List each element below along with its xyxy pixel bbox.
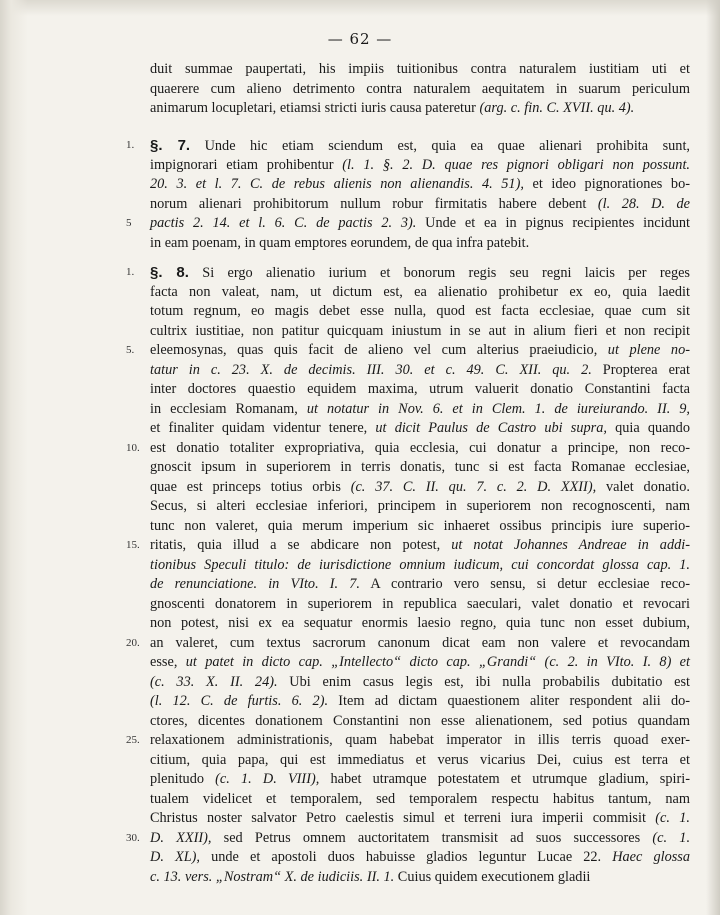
body-text: est donatio totaliter expropriativa, quia ecclesia, cui donatur a principe, non reco-	[150, 439, 690, 456]
page-shadow-top	[0, 0, 720, 16]
text-line	[150, 673, 690, 693]
body-text: tualem videlicet et temporalem, sed temporalem respectu habitus tantum, nam	[150, 790, 690, 807]
body-text: facta non valeat, nam, ut dictum est, ea alienatio prohibetur ex eo, quia laedit	[150, 283, 690, 300]
citation-text: ut dicit Paulus de Castro ubi supra,	[375, 420, 607, 436]
body-text: Propterea erat	[591, 361, 690, 378]
body-text: plenitudo	[150, 771, 216, 787]
citation-text: ut patet in dicto cap. „Intellecto“ dicto cap. „Grandi“ (c. 2. in VIto. I. 8) et	[185, 654, 691, 670]
line-number: 30.	[126, 831, 140, 844]
body-text: norum alienari prohibitorum nullum robur firmitatis habere debent	[150, 195, 598, 212]
body-text: Item ad dictam quaestionem aliter respondent alii do-	[328, 693, 690, 709]
text-line	[126, 731, 690, 751]
text-line	[150, 751, 690, 771]
line-number: 25.	[126, 734, 140, 746]
body-text: Cuius quidem executionem gladii	[394, 868, 591, 885]
text-line	[150, 848, 690, 868]
line-number: 1.	[126, 139, 135, 151]
body-text: Ubi enim casus legis est, ibi nulla probabilis dubitatio est	[277, 673, 690, 690]
body-text: gnoscenti donatorem in superiorem in republica saeculari, valet donatio et revocari	[150, 595, 690, 612]
citation-text: (c. 1. D. VIII),	[215, 771, 320, 787]
text-line	[126, 263, 690, 283]
page-number: — 62 —	[327, 30, 393, 48]
paragraph-continuation	[150, 60, 690, 119]
body-text: non potest, nisi ex ea sequatur enormis laesio regno, quia tunc non esset dubium,	[150, 615, 690, 631]
text-line	[150, 283, 690, 303]
text-line	[126, 829, 691, 849]
citation-text: (l. 12. C. de furtis. 6. 2).	[150, 693, 329, 709]
citation-text: pactis 2. 14. et l. 6. C. de pactis 2. 3).	[150, 215, 417, 231]
citation-text: c. 13. vers. „Nostram“ X. de iudiciis. II. 1.	[150, 868, 395, 885]
text-line	[150, 302, 690, 322]
text-line	[150, 478, 690, 498]
text-line	[150, 400, 690, 420]
citation-text: D. XXII),	[150, 829, 212, 846]
body-text: Secus, si alteri ecclesiae inferiori, principem in superiorem non recognoscenti, nam	[150, 498, 690, 514]
body-text: Unde hic etiam sciendum est, quia ea quae alienari prohibita sunt,	[190, 138, 690, 154]
text-line	[150, 497, 690, 517]
text-line	[150, 234, 690, 254]
body-text: Unde et ea in pignus recipientes incidunt	[416, 215, 690, 231]
text-line	[150, 614, 690, 634]
text-line	[150, 653, 690, 673]
citation-text: ut notat Johannes Andreae in addi-	[451, 537, 690, 553]
body-text: A contrario vero sensu, si detur ecclesiae reco-	[359, 576, 691, 592]
text-line	[150, 692, 690, 712]
text-line	[150, 322, 690, 342]
body-text: et finaliter quidam videntur tenere,	[150, 420, 376, 436]
text-line	[150, 595, 690, 615]
citation-text: (c. 1.	[655, 810, 691, 826]
body-text: cultrix iustitiae, non patitur quicquam iniustum in se aut in alium fieri et non recipit	[150, 322, 690, 339]
body-text: citium, quia papa, qui est immediatus et verus vicarius Dei, cuius est terra et	[150, 751, 690, 768]
text-line	[150, 99, 690, 119]
line-number: 15.	[126, 539, 140, 551]
page-gutter-shadow	[0, 0, 28, 915]
text-line	[150, 80, 690, 100]
text-line	[126, 634, 690, 654]
body-text: habet utramque potestatem et utrumque gladium, spiri-	[319, 771, 690, 787]
citation-text: (c. 37. C. II. qu. 7. c. 2. D. XXII),	[350, 478, 597, 495]
citation-text: D. XL),	[150, 849, 201, 865]
text-line	[150, 790, 690, 810]
body-text: quaerere cum alieno detrimento contra naturalem aequitatem in suarum periculum	[150, 80, 690, 97]
line-number: 5	[126, 217, 132, 229]
text-line	[150, 419, 690, 439]
citation-text: 20. 3. et l. 7. C. de rebus alienis non alienandis. 4. 51),	[150, 176, 524, 192]
line-number: 20.	[126, 636, 140, 649]
citation-text: (l. 28. D. de	[597, 195, 690, 212]
text-line	[150, 868, 690, 888]
citation-text: Haec glossa	[612, 849, 690, 865]
body-text: gnoscit ipsum in superiorem in terris donatis, tunc si est facta Romanae ecclesiae,	[150, 459, 690, 475]
citation-text: (l. 1. §. 2. D. quae res pignori obligari non possunt.	[342, 156, 690, 173]
citation-text: (c. 1.	[652, 829, 691, 846]
body-text: ritatis, quia illud a se abdicare non potest,	[150, 537, 452, 553]
citation-text: tionibus Speculi titulo: de iurisdictione omnium iudicum, cui concordat glossa cap. 1.	[150, 556, 690, 573]
text-line	[126, 341, 690, 361]
body-text: esse,	[150, 654, 186, 670]
citation-text: tatur in c. 23. X. de decimis. III. 30. et c. 49. C. XII. qu. 2.	[150, 361, 592, 378]
text-line	[150, 809, 690, 829]
line-number: 10.	[126, 441, 140, 454]
body-text: quia quando	[606, 420, 690, 436]
text-line	[126, 214, 690, 234]
body-text: inter doctores quaestio equidem maxima, utrum valuerit donatio Constantini facta	[150, 381, 690, 397]
text-line	[126, 136, 690, 156]
section-mark: §. 8.	[150, 264, 189, 281]
body-text: totum regnum, eo magis debet esse nulla, quod est facta ecclesiae, quae cum sit	[150, 303, 690, 319]
paragraph-section-8	[126, 263, 691, 887]
text-line	[150, 458, 690, 478]
text-line	[126, 536, 690, 556]
citation-text: ut plene no-	[607, 342, 690, 358]
body-text: quae est princeps totius orbis	[150, 478, 351, 495]
text-line	[150, 575, 690, 595]
body-text: relaxationem administrationis, quam habebat imperator in illis terris quoad exer-	[150, 732, 690, 748]
text-line	[150, 195, 690, 215]
text-line	[150, 770, 690, 790]
body-text: ctores, dicentes donationem Constantini non esse alienationem, sed potius quandam	[150, 712, 690, 729]
body-text: impignorari etiam prohibentur	[150, 156, 343, 173]
text-line	[150, 156, 690, 176]
body-text: tunc non valeret, quia merum imperium sic inhaeret ossibus principis iure superio-	[150, 517, 690, 534]
body-text: an valeret, cum textus sacrorum canonum dicat eam non valere et revocandam	[150, 634, 690, 651]
citation-text: (arg. c. fin. C. XVII. qu. 4).	[479, 100, 635, 116]
body-text: Christus noster salvator Petro caelestis simul et terreni iura imperii commisit	[150, 810, 656, 826]
body-text: Si ergo alienatio iurium et bonorum regis seu regni laicis per reges	[188, 265, 690, 281]
citation-text: ut notatur in Nov. 6. et in Clem. 1. de iureiurando. II. 9,	[306, 400, 691, 417]
text-line	[150, 361, 690, 381]
body-text: sed Petrus omnem auctoritatem transmisit ad suos successores	[211, 829, 653, 846]
body-text: in eam poenam, in quam emptores eorundem, de qua infra patebit.	[150, 234, 530, 251]
body-text: eleemosynas, quas quis facit de alieno vel cum alterius praeiudicio,	[150, 342, 608, 358]
page-edge-shadow	[706, 0, 720, 915]
text-line	[126, 439, 690, 459]
body-text: unde et apostoli duos habuisse gladios leguntur Lucae 22.	[200, 849, 613, 865]
text-line	[150, 712, 690, 732]
paragraph-section-7	[126, 136, 690, 253]
body-text: duit summae paupertati, his impiis tuitionibus contra naturalem iustitiam uti et	[150, 61, 690, 77]
body-text: in ecclesiam Romanam,	[150, 400, 307, 417]
text-line	[150, 60, 690, 80]
body-text: valet donatio.	[596, 478, 691, 495]
text-line	[150, 556, 690, 576]
line-number: 5.	[126, 344, 135, 356]
text-line	[150, 380, 690, 400]
citation-text: (c. 33. X. II. 24).	[150, 673, 278, 690]
line-number: 1.	[126, 266, 135, 278]
text-line	[150, 517, 690, 537]
body-text: animarum locupletari, etiamsi stricti iuris causa pateretur	[150, 100, 480, 116]
body-text: et ideo pignorationes bo-	[523, 176, 690, 192]
citation-text: de renunciatione. in VIto. I. 7.	[150, 576, 360, 592]
text-line	[150, 175, 690, 195]
section-mark: §. 7.	[150, 137, 191, 154]
